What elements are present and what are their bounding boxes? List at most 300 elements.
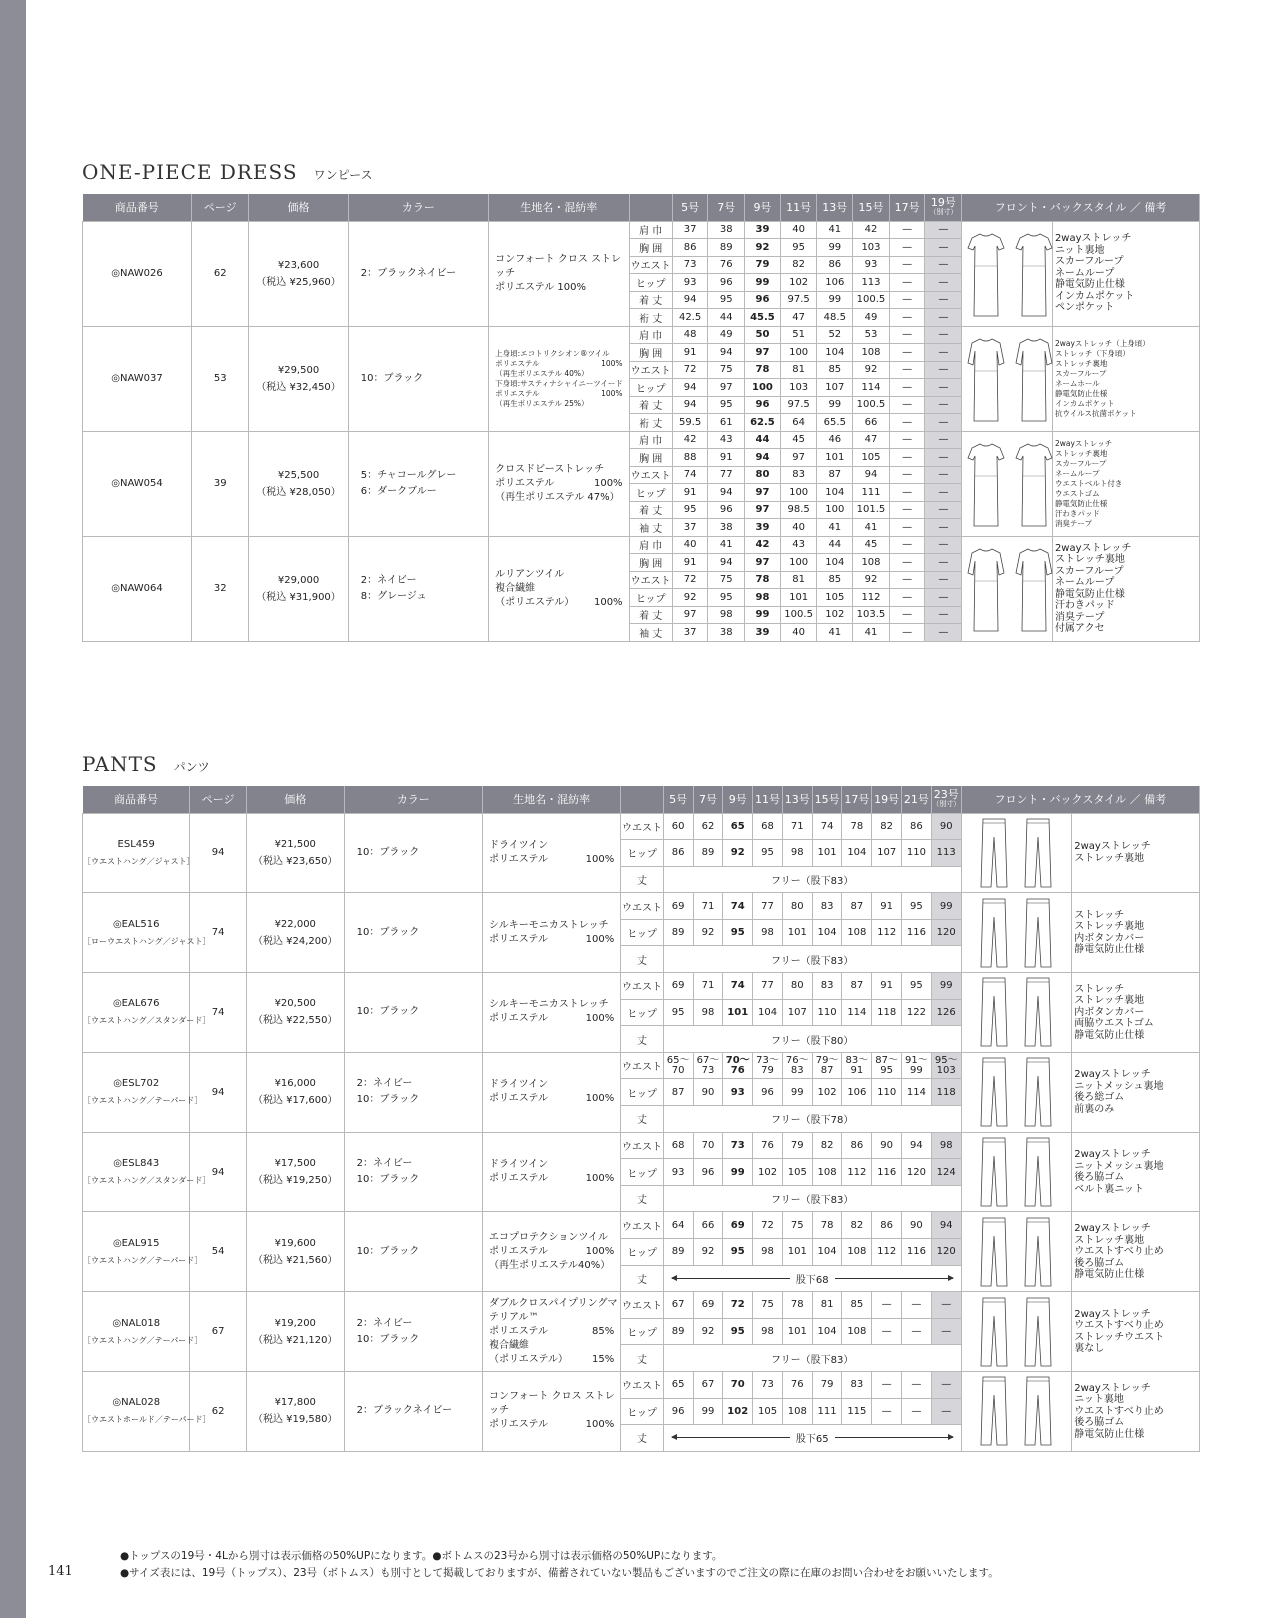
dress-size-value: — [889,519,925,537]
pants-size-range-from: 91～ [905,1054,928,1066]
dress-fabric-line: クロスドビーストレッチ [495,463,605,475]
pants-size-value: 98 [753,1318,783,1345]
pants-fabric-percent: 100% [585,1419,615,1431]
dress-remark-line: 汗わきパッド [1054,508,1100,518]
pants-size-value: 86 [902,813,932,840]
dress-header-1: ページ [192,194,249,221]
dress-size-value: 93 [672,274,708,292]
pants-remark-line: 内ボタンカバー [1074,932,1145,944]
pants-size-value: 78 [842,813,872,840]
pants-size-value: 72 [753,1212,783,1239]
pants-size-value: 95 [663,999,693,1026]
pants-measure-label: ウエスト [621,1371,664,1398]
pants-size-value: 96 [753,1079,783,1106]
pants-fabric-text: ポリエステル [488,1093,549,1105]
dress-price-tax: （税込 ¥31,900） [256,591,341,603]
dress-size-value: 97 [780,449,817,467]
dress-size-value: — [925,501,962,519]
dress-measure-label: 袖 丈 [629,624,672,642]
pants-length-value: フリー（股下83） [663,1345,961,1372]
pants-size-range-to: 73 [701,1064,715,1076]
dress-size-value: — [925,536,962,554]
dress-fabric [489,431,629,536]
dress-size-value: 108 [853,344,890,362]
pants-measure-label: ウエスト [621,893,664,920]
dress-size-value: 47 [853,431,890,449]
dress-size-value: — [925,589,962,607]
dress-price-tax: （税込 ¥25,960） [256,276,341,288]
dress-remark-line: ストレッチ裏地 [1054,554,1125,565]
pants-code-value: ◎NAL028 [112,1397,161,1409]
dress-color-line: 2：ネイビー [360,574,417,586]
dress-size-value: 37 [672,624,708,642]
dress-size-value: — [889,536,925,554]
pants-front-back-illustration-icon [971,1216,1061,1288]
pants-size-value: 85 [842,1292,872,1319]
dress-size-value: 113 [853,274,890,292]
dress-size-value: 42 [672,431,708,449]
dress-size-value: 100.5 [780,606,817,624]
pants-fabric [482,1292,620,1372]
pants-header-14: 21号 [902,786,932,813]
pants-fabric-percent: 100% [585,853,615,865]
dress-colors [348,536,488,641]
pants-size-value: 95 [723,1318,753,1345]
pants-size-value: 107 [872,840,902,867]
arrow-left-icon [672,1278,790,1279]
pants-length-text: 股下68 [795,1274,829,1286]
pants-size-value: 110 [812,999,842,1026]
dress-remark-line: 抗ウイルス抗菌ポケット [1054,408,1137,418]
dress-fabric-line: コンフォート クロス ストレッチ [495,253,621,279]
pants-remark-line: 静電気防止仕様 [1074,1269,1145,1281]
pants-fabric-line [489,1353,620,1367]
dress-header-11: 15号 [853,194,890,221]
pants-size-value: 101 [782,1239,812,1266]
dress-size-value: 74 [672,466,708,484]
dress-size-value: 94 [745,449,781,467]
pants-price-tax: （税込 ¥23,650） [252,855,338,867]
dress-size-value: 64 [780,414,817,432]
dress-size-value: 99 [817,239,853,257]
pants-header-10: 13号 [782,786,812,813]
dress-size-value: 112 [853,589,890,607]
dress-size-value: 86 [672,239,708,257]
pants-price-value: ¥22,000 [274,918,316,930]
pants-remark-line: 2wayストレッチ [1074,1223,1151,1235]
pants-size-value: 93 [723,1079,753,1106]
dress-price [249,431,348,536]
pants-size-value: 92 [693,1318,723,1345]
dress-size-value: 82 [780,256,817,274]
dress-measure-label: ヒップ [629,589,672,607]
pants-fabric-percent: 100% [585,1013,615,1025]
pants-remark-line: ストレッチ裏地 [1074,921,1145,933]
pants-remark-line: 後ろ脇ゴム [1074,1257,1125,1269]
dress-size-value: 100 [780,344,817,362]
pants-price-tax: （税込 ¥21,120） [252,1334,338,1346]
dress-header-3: カラー [348,194,488,221]
dress-fabric-line: 上身頃:エコトリクシオン®ツイル [495,348,610,358]
pants-color-line: 10：ブラック [356,1245,420,1257]
pants-color-line: 10：ブラック [356,926,420,938]
dress-size-value: 94 [672,396,708,414]
pants-style-illustration [961,813,1072,893]
pants-size-value: 93 [663,1159,693,1186]
pants-size-value: 104 [812,1239,842,1266]
dress-size-value: 98 [708,606,745,624]
dress-size-value: — [889,396,925,414]
pants-size-row [83,893,1200,920]
dress-fabric-text: ポリエステル [495,477,555,489]
dress-size-value: 99 [745,606,781,624]
pants-color-line: 10：ブラック [356,1094,420,1106]
pants-product-code [83,893,211,973]
pants-size-value: 110 [872,1079,902,1106]
dress-fabric-line: （再生ポリエステル 40%） [495,368,589,378]
dress-measure-label: 裄 丈 [629,309,672,327]
pants-remark-line: 後ろ脇ゴム [1074,1172,1125,1184]
dress-style-illustration [962,221,1053,326]
pants-fabric-line [489,1245,620,1259]
dress-header-13 [925,194,962,221]
pants-size-row [83,1132,1200,1159]
pants-size-value: 80 [782,973,812,1000]
dress-product-code: ◎NAW054 [83,431,192,536]
pants-remark-line: ニットメッシュ裏地 [1074,1080,1164,1092]
dress-size-value: — [925,624,962,642]
pants-size-value: 81 [812,1292,842,1319]
pants-fabric-line: （再生ポリエステル40%） [488,1259,611,1271]
pants-size-value: — [931,1371,961,1398]
pants-size-value: 122 [902,999,932,1026]
dress-remark-line: ネームループ [1054,468,1100,478]
pants-colors [344,893,482,973]
dress-size-value: 85 [817,361,853,379]
pants-remarks [1072,1371,1200,1451]
pants-size-value: 72 [723,1292,753,1319]
dress-size-value: 45.5 [745,309,781,327]
dress-price-value: ¥29,000 [277,574,320,586]
pants-size-value: 114 [842,999,872,1026]
dress-size-value: 43 [780,536,817,554]
dress-size-value: 96 [708,274,745,292]
pants-size-value: 106 [842,1079,872,1106]
pants-size-value: 89 [663,1239,693,1266]
dress-size-value: — [889,431,925,449]
pants-code-value: ◎EAL516 [112,918,160,930]
dress-size-value: 97 [745,484,781,502]
dress-size-value: 39 [745,519,781,537]
pants-fabric [482,1132,620,1212]
dress-measure-label: ウエスト [629,571,672,589]
pants-price [246,893,344,973]
pants-size-value: 104 [812,919,842,946]
pants-size-value: 101 [812,840,842,867]
pants-remarks [1072,1052,1200,1132]
pants-measure-label: ウエスト [621,973,664,1000]
pants-measure-label: ヒップ [621,1318,664,1345]
pants-size-value: — [931,1292,961,1319]
pants-fit-type: ［ウエストホールド／テーパード］ [83,1415,211,1425]
pants-size-value: 113 [931,840,961,867]
dress-size-value: 37 [672,519,708,537]
pants-remark-line: ニット裏地 [1074,1394,1124,1406]
dress-remark-line: インカムポケット [1054,290,1135,302]
pants-measure-label: 丈 [621,1106,664,1133]
dress-price-tax: （税込 ¥32,450） [256,381,341,393]
pants-measure-label: ウエスト [621,813,664,840]
dress-section-title [82,160,373,184]
pants-fabric-line [489,1418,620,1432]
pants-fit-type: ［ウエストハング／スタンダード］ [83,1016,211,1026]
pants-product-code [83,1371,211,1451]
pants-section-title [82,752,210,776]
pants-size-value: 86 [842,1132,872,1159]
dress-size-value: 100 [745,379,781,397]
dress-fabric-text: （ポリエステル） [495,596,575,608]
pants-size-value: 65 [663,1371,693,1398]
dress-size-value: — [925,274,962,292]
pants-front-back-illustration-icon [971,1056,1061,1128]
dress-size-value: 73 [672,256,708,274]
dress-size-value: 41 [817,221,853,239]
pants-size-value: — [872,1292,902,1319]
pants-fabric-line: エコプロテクションツイル [488,1231,608,1243]
pants-remark-line: ニットメッシュ裏地 [1074,1160,1164,1172]
pants-remark-line: 静電気防止仕様 [1074,1029,1145,1041]
pants-size-value: 74 [812,813,842,840]
pants-size-value: 105 [753,1398,783,1425]
dress-size-value: 106 [817,274,853,292]
pants-fabric [482,813,620,893]
pants-remark-line: 2wayストレッチ [1074,841,1151,853]
pants-size-value: 118 [872,999,902,1026]
pants-fit-type: ［ウエストハング／テーパード］ [83,1335,203,1345]
dress-size-value: 40 [780,624,817,642]
pants-size-value: 70 [693,1132,723,1159]
pants-fabric-line [489,853,620,867]
dress-remark-line: 2wayストレッチ（上身頃） [1054,338,1150,348]
dress-title-jp: ワンピース [313,168,373,182]
dress-size-value: 41 [708,536,745,554]
dress-size-value: — [925,414,962,432]
dress-measure-label: 肩 巾 [629,221,672,239]
dress-size-value: 91 [708,449,745,467]
dress-size-value: — [889,344,925,362]
pants-measure-label: ヒップ [621,919,664,946]
pants-fabric-line: 複合繊維 [488,1339,529,1351]
pants-size-value: 115 [842,1398,872,1425]
pants-size-value [753,1052,783,1079]
pants-measure-label: 丈 [621,1185,664,1212]
pants-price [246,1052,344,1132]
dress-size-value: 100.5 [853,396,890,414]
dress-size-value: — [925,396,962,414]
dress-remark-line: 2wayストレッチ [1054,233,1132,245]
dress-header-19-sub: （別寸） [929,208,958,217]
dress-style-illustration [962,431,1053,536]
pants-fabric-line: ドライツイン [488,839,549,851]
dress-fabric [489,221,629,326]
pants-fabric-line: シルキーモニカストレッチ [488,999,609,1011]
dress-size-value: 87 [817,466,853,484]
dress-remark-line: スカーフループ [1054,565,1124,577]
pants-size-value: 79 [812,1371,842,1398]
pants-size-value: — [931,1398,961,1425]
pants-size-value: 94 [931,1212,961,1239]
dress-size-value: — [889,239,925,257]
pants-price-value: ¥20,500 [274,998,316,1010]
dress-fabric-line: （再生ポリエステル 25%） [495,398,589,408]
dress-color-line: 6：ダークブルー [360,485,437,497]
dress-remark-line: 静電気防止仕様 [1054,498,1108,508]
pants-price-value: ¥17,500 [274,1158,316,1170]
dress-remark-line: ネームループ [1054,577,1115,588]
pants-size-value: 68 [753,813,783,840]
pants-code-value: ◎EAL676 [112,998,160,1010]
pants-fabric [482,1052,620,1132]
dress-remark-line: 静電気防止仕様 [1054,588,1125,600]
dress-price-value: ¥23,600 [277,259,320,271]
pants-measure-label: 丈 [621,1425,664,1452]
dress-front-back-illustration-icon [962,333,1058,425]
dress-size-value: 40 [672,536,708,554]
pants-colors [344,1371,482,1451]
dress-size-value: 101.5 [853,501,890,519]
dress-size-value: 62.5 [745,414,781,432]
dress-size-value: 101 [780,589,817,607]
pants-fabric-percent: 100% [585,1245,615,1257]
dress-size-value: 80 [745,466,781,484]
pants-colors [344,1132,482,1212]
pants-product-code [83,1132,211,1212]
dress-size-value: 48 [672,326,708,344]
pants-colors [344,973,482,1053]
pants-size-value [902,1052,932,1079]
pants-fabric-percent: 85% [592,1325,615,1337]
dress-color-line: 2：ブラックネイビー [360,267,457,279]
dress-size-row [83,536,1200,554]
pants-fabric-line [489,1172,620,1186]
pants-size-range-from: 95～ [934,1054,958,1066]
dress-colors [348,431,488,536]
dress-remarks [1052,326,1199,431]
pants-size-value: 73 [753,1371,783,1398]
pants-fabric [482,973,620,1053]
pants-size-value: 75 [753,1292,783,1319]
dress-size-value: — [889,501,925,519]
pants-size-value: 108 [812,1159,842,1186]
pants-header-11: 15号 [812,786,842,813]
pants-size-value: 105 [782,1159,812,1186]
dress-price-value: ¥25,500 [277,469,320,481]
dress-measure-label: 着 丈 [629,396,672,414]
dress-size-value: 41 [817,624,853,642]
dress-size-value: 75 [708,571,745,589]
dress-size-value: 114 [853,379,890,397]
pants-size-value [812,1052,842,1079]
dress-size-value: 61 [708,414,745,432]
dress-header-0: 商品番号 [83,194,192,221]
pants-length-arrow-icon [664,1430,961,1445]
dress-size-value: 83 [780,466,817,484]
pants-size-value [723,1052,753,1079]
pants-color-line: 2：ブラックネイビー [356,1405,453,1417]
dress-size-value: 97 [672,606,708,624]
pants-price-value: ¥16,000 [274,1078,316,1090]
dress-remark-line: 付属アクセ [1054,623,1105,634]
dress-size-value: 39 [745,221,781,239]
pants-price-value: ¥19,200 [274,1317,316,1329]
pants-header-8: 9号 [723,786,753,813]
pants-size-value: 110 [902,840,932,867]
pants-remark-line: 両脇ウエストゴム [1074,1018,1154,1030]
pants-price-tax: （税込 ¥19,580） [252,1414,338,1426]
dress-size-value: 104 [817,484,853,502]
dress-size-value: 41 [853,519,890,537]
pants-size-value: 91 [872,973,902,1000]
pants-size-value [693,1052,723,1079]
pants-size-value: 77 [753,893,783,920]
pants-size-value: 101 [782,919,812,946]
dress-fabric-percent: 100% [593,477,623,489]
dress-page-ref: 62 [192,221,249,326]
dress-measure-label: 着 丈 [629,501,672,519]
dress-size-value: 53 [853,326,890,344]
pants-fabric-text: ポリエステル [488,1245,549,1257]
pants-color-line: 10：ブラック [356,1333,420,1345]
pants-size-value: — [872,1318,902,1345]
pants-header-1: ページ [190,786,246,813]
dress-size-value: 91 [672,554,708,572]
pants-remarks [1072,893,1200,973]
pants-header-16: フロント・バックスタイル ／ 備考 [961,786,1199,813]
pants-fabric-text: ポリエステル [488,933,549,945]
pants-size-value: 67 [663,1292,693,1319]
pants-size-value: — [902,1398,932,1425]
pants-size-value: 104 [753,999,783,1026]
pants-size-value: 82 [812,1132,842,1159]
dress-page-ref: 32 [192,536,249,641]
dress-measure-label: ヒップ [629,274,672,292]
pants-product-code [83,1052,203,1132]
dress-size-value: 45 [853,536,890,554]
pants-size-value: 126 [931,999,961,1026]
pants-fabric [482,1212,620,1292]
pants-header-0: 商品番号 [83,786,190,813]
pants-product-code [83,813,195,893]
dress-size-row [83,326,1200,344]
dress-size-value: 102 [817,606,853,624]
pants-size-value: 69 [693,1292,723,1319]
pants-size-value: 98 [753,919,783,946]
pants-size-value: 95 [723,1239,753,1266]
pants-size-value: 78 [812,1212,842,1239]
dress-size-value: — [889,361,925,379]
pants-size-value: 83 [812,973,842,1000]
pants-page-ref: 94 [190,813,246,893]
pants-size-value: 102 [723,1398,753,1425]
pants-size-row [83,1292,1200,1319]
dress-size-value: 105 [817,589,853,607]
dress-size-row [83,431,1200,449]
pants-measure-label: ヒップ [621,999,664,1026]
pants-size-value: 86 [872,1212,902,1239]
dress-size-value: 59.5 [672,414,708,432]
pants-remarks [1072,1292,1200,1372]
pants-color-line: 10：ブラック [356,1174,420,1186]
